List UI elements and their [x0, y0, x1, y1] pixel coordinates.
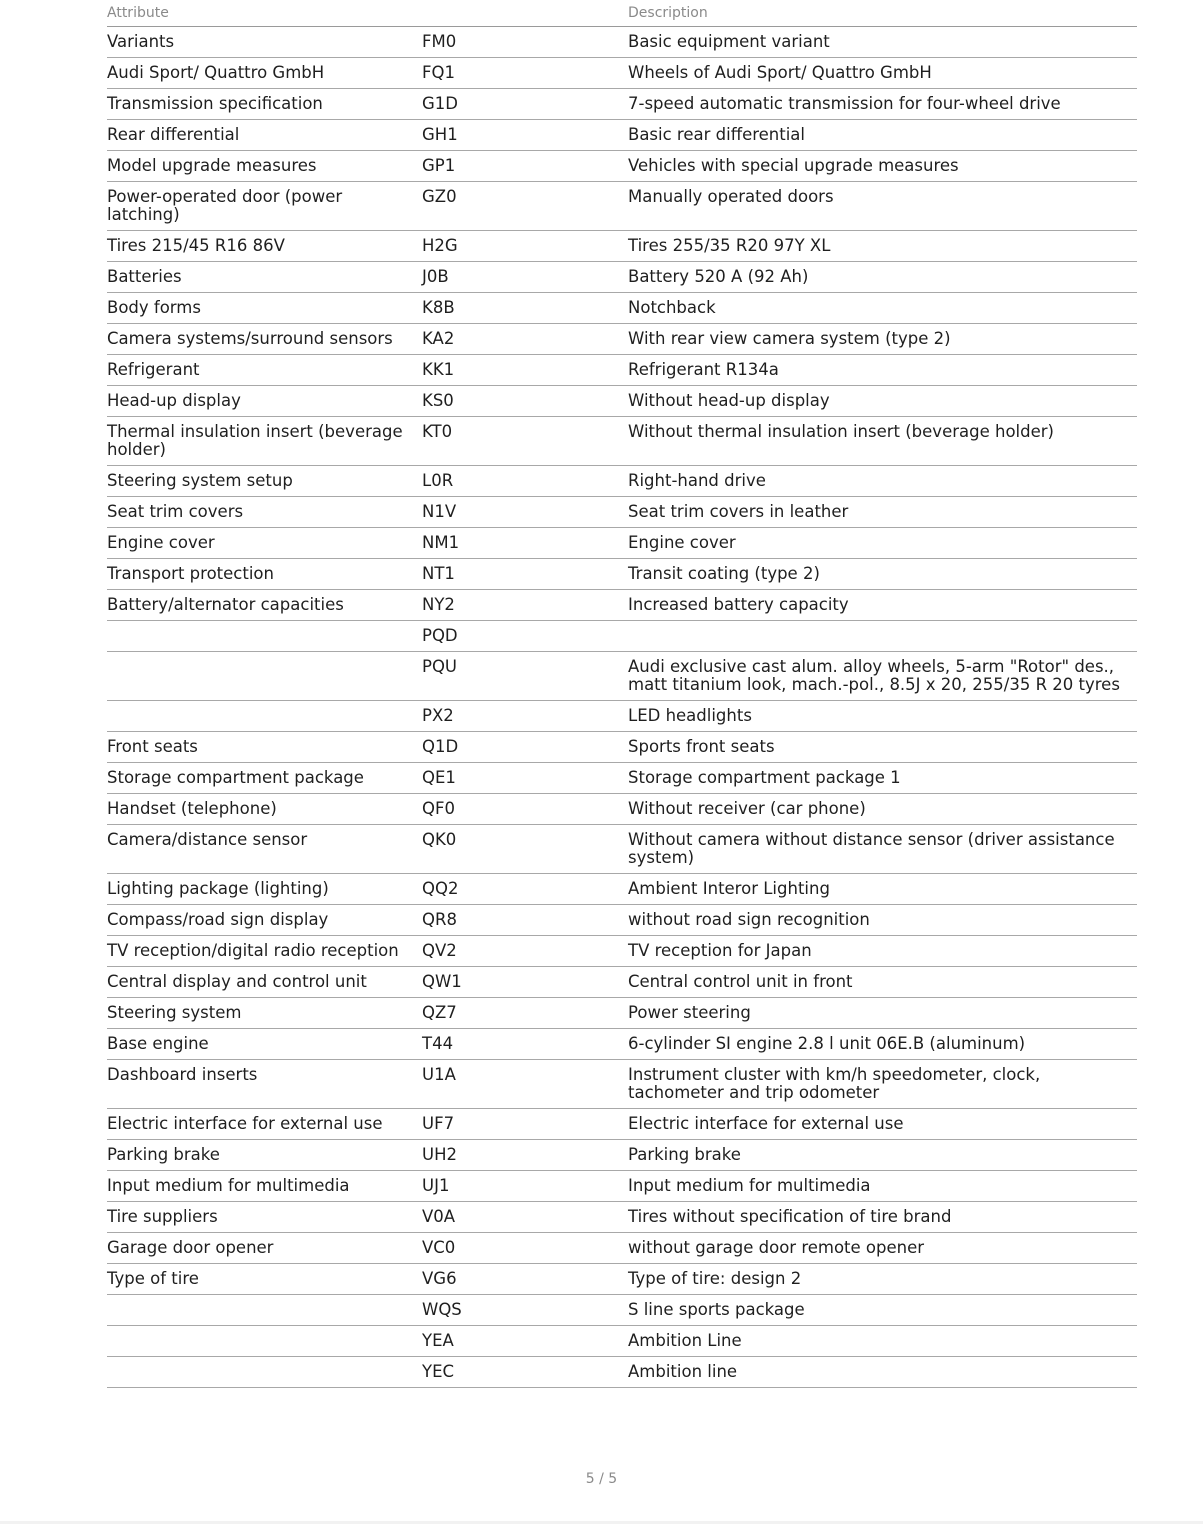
cell-description: Without head-up display	[628, 391, 830, 410]
table-row	[107, 120, 1137, 151]
cell-code: L0R	[422, 471, 454, 490]
cell-attribute: Dashboard inserts	[107, 1065, 258, 1084]
cell-description: With rear view camera system (type 2)	[628, 329, 951, 348]
cell-code: FQ1	[422, 63, 455, 82]
cell-description: S line sports package	[628, 1300, 805, 1319]
table-row	[107, 1233, 1137, 1264]
table-row	[107, 466, 1137, 497]
cell-attribute: Transmission specification	[107, 94, 323, 113]
table-row	[107, 27, 1137, 58]
cell-code: KS0	[422, 391, 454, 410]
table-row	[107, 497, 1137, 528]
cell-code: NY2	[422, 595, 455, 614]
cell-description: Ambition Line	[628, 1331, 742, 1350]
cell-attribute: Type of tire	[107, 1269, 199, 1288]
cell-code: U1A	[422, 1065, 456, 1084]
table-row	[107, 701, 1137, 732]
cell-code: NM1	[422, 533, 460, 552]
cell-description: TV reception for Japan	[628, 941, 812, 960]
table-row	[107, 417, 1137, 466]
cell-attribute: Model upgrade measures	[107, 156, 317, 175]
table-row	[107, 652, 1137, 701]
cell-code: NT1	[422, 564, 455, 583]
cell-description: Ambient Interor Lighting	[628, 879, 830, 898]
cell-attribute: Storage compartment package	[107, 768, 364, 787]
table-row	[107, 1109, 1137, 1140]
cell-code: QF0	[422, 799, 455, 818]
cell-code: PQU	[422, 657, 458, 676]
table-row	[107, 1202, 1137, 1233]
cell-code: QR8	[422, 910, 457, 929]
cell-attribute: Camera systems/surround sensors	[107, 329, 393, 348]
cell-code: Q1D	[422, 737, 459, 756]
cell-attribute: Tires 215/45 R16 86V	[107, 236, 285, 255]
cell-attribute: Transport protection	[107, 564, 274, 583]
table-row	[107, 293, 1137, 324]
cell-description: Storage compartment package 1	[628, 768, 901, 787]
table-row	[107, 182, 1137, 231]
table-row	[107, 1295, 1137, 1326]
cell-code: QE1	[422, 768, 456, 787]
cell-attribute: Rear differential	[107, 125, 240, 144]
cell-code: KA2	[422, 329, 455, 348]
cell-code: FM0	[422, 32, 457, 51]
cell-code: UH2	[422, 1145, 457, 1164]
table-row	[107, 89, 1137, 120]
cell-code: WQS	[422, 1300, 462, 1319]
cell-description: 7-speed automatic transmission for four-wheel drive	[628, 94, 1061, 113]
cell-code: YEC	[422, 1362, 455, 1381]
table-row	[107, 231, 1137, 262]
table-row	[107, 324, 1137, 355]
table-row	[107, 1171, 1137, 1202]
table-row	[107, 1029, 1137, 1060]
cell-code: QQ2	[422, 879, 459, 898]
cell-code: PQD	[422, 626, 458, 645]
cell-description: Audi exclusive cast alum. alloy wheels, 5-arm "Rotor" des., matt titanium look, mach.-pol., 8.5J x 20, 255/35 R 20 tyres	[628, 657, 1120, 694]
cell-attribute: Steering system	[107, 1003, 242, 1022]
table-row	[107, 1326, 1137, 1357]
cell-code: YEA	[422, 1331, 454, 1350]
cell-code: GZ0	[422, 187, 457, 206]
cell-description: Input medium for multimedia	[628, 1176, 871, 1195]
cell-description: Parking brake	[628, 1145, 741, 1164]
cell-description: Manually operated doors	[628, 187, 834, 206]
cell-code: VC0	[422, 1238, 456, 1257]
cell-code: N1V	[422, 502, 457, 521]
cell-description: Wheels of Audi Sport/ Quattro GmbH	[628, 63, 932, 82]
cell-attribute: Lighting package (lighting)	[107, 879, 329, 898]
cell-description: Electric interface for external use	[628, 1114, 904, 1133]
page-indicator: 5 / 5	[585, 1471, 618, 1487]
cell-description: Instrument cluster with km/h speedometer, clock, tachometer and trip odometer	[628, 1065, 1041, 1102]
table-row	[107, 590, 1137, 621]
cell-attribute: Base engine	[107, 1034, 209, 1053]
cell-description: Basic rear differential	[628, 125, 805, 144]
table-row	[107, 151, 1137, 182]
cell-code: UF7	[422, 1114, 455, 1133]
cell-description: Notchback	[628, 298, 716, 317]
cell-description: Without thermal insulation insert (beverage holder)	[628, 422, 1054, 441]
cell-description: Refrigerant R134a	[628, 360, 779, 379]
cell-description: Tires 255/35 R20 97Y XL	[628, 236, 831, 255]
cell-attribute: Front seats	[107, 737, 198, 756]
cell-attribute: Steering system setup	[107, 471, 293, 490]
header-description: Description	[628, 5, 708, 21]
table-row	[107, 905, 1137, 936]
table-row	[107, 621, 1137, 652]
table-row	[107, 732, 1137, 763]
cell-code: T44	[422, 1034, 454, 1053]
cell-code: KK1	[422, 360, 455, 379]
table-row	[107, 58, 1137, 89]
cell-code: V0A	[422, 1207, 456, 1226]
cell-attribute: Central display and control unit	[107, 972, 367, 991]
cell-attribute: TV reception/digital radio reception	[107, 941, 399, 960]
table-row	[107, 794, 1137, 825]
cell-description: Battery 520 A (92 Ah)	[628, 267, 809, 286]
cell-attribute: Parking brake	[107, 1145, 220, 1164]
cell-attribute: Garage door opener	[107, 1238, 274, 1257]
cell-attribute: Tire suppliers	[107, 1207, 218, 1226]
cell-description: Transit coating (type 2)	[628, 564, 820, 583]
table-row	[107, 1140, 1137, 1171]
cell-description: Power steering	[628, 1003, 751, 1022]
cell-attribute: Engine cover	[107, 533, 215, 552]
cell-code: PX2	[422, 706, 454, 725]
cell-code: K8B	[422, 298, 455, 317]
table-row	[107, 825, 1137, 874]
table-body	[107, 27, 1137, 1388]
table-row	[107, 528, 1137, 559]
cell-code: QW1	[422, 972, 462, 991]
cell-description: 6-cylinder SI engine 2.8 l unit 06E.B (aluminum)	[628, 1034, 1026, 1053]
cell-code: GH1	[422, 125, 458, 144]
table-row	[107, 559, 1137, 590]
cell-description: Without camera without distance sensor (driver assistance system)	[628, 830, 1115, 867]
cell-attribute: Electric interface for external use	[107, 1114, 383, 1133]
cell-description: Tires without specification of tire brand	[628, 1207, 952, 1226]
cell-attribute: Variants	[107, 32, 175, 51]
cell-attribute: Input medium for multimedia	[107, 1176, 350, 1195]
cell-description: Central control unit in front	[628, 972, 853, 991]
cell-attribute: Head-up display	[107, 391, 241, 410]
table-row	[107, 936, 1137, 967]
cell-attribute: Camera/distance sensor	[107, 830, 308, 849]
table-row	[107, 1264, 1137, 1295]
cell-code: QZ7	[422, 1003, 457, 1022]
cell-attribute: Refrigerant	[107, 360, 200, 379]
cell-code: VG6	[422, 1269, 457, 1288]
cell-code: H2G	[422, 236, 458, 255]
cell-description: without road sign recognition	[628, 910, 870, 929]
header-attribute: Attribute	[107, 5, 169, 21]
cell-attribute: Power-operated door (power latching)	[107, 187, 343, 224]
cell-code: GP1	[422, 156, 456, 175]
cell-attribute: Body forms	[107, 298, 201, 317]
cell-attribute: Handset (telephone)	[107, 799, 277, 818]
cell-description: Increased battery capacity	[628, 595, 849, 614]
cell-description: Basic equipment variant	[628, 32, 830, 51]
table-row	[107, 355, 1137, 386]
cell-description: LED headlights	[628, 706, 752, 725]
cell-description: Without receiver (car phone)	[628, 799, 866, 818]
table-row	[107, 967, 1137, 998]
cell-attribute: Batteries	[107, 267, 182, 286]
cell-description: Type of tire: design 2	[628, 1269, 802, 1288]
cell-description: Sports front seats	[628, 737, 775, 756]
cell-description: Seat trim covers in leather	[628, 502, 849, 521]
table-row	[107, 763, 1137, 794]
cell-attribute: Thermal insulation insert (beverage holder)	[107, 422, 403, 459]
table-row	[107, 386, 1137, 417]
cell-code: J0B	[422, 267, 449, 286]
table-row	[107, 874, 1137, 905]
equipment-table	[107, 0, 1137, 1388]
cell-description: Vehicles with special upgrade measures	[628, 156, 959, 175]
table-header	[107, 0, 1137, 27]
cell-description: Ambition line	[628, 1362, 738, 1381]
cell-attribute: Seat trim covers	[107, 502, 244, 521]
cell-attribute: Audi Sport/ Quattro GmbH	[107, 63, 325, 82]
table-row	[107, 1060, 1137, 1109]
table-row	[107, 998, 1137, 1029]
table-row	[107, 262, 1137, 293]
table-row	[107, 1357, 1137, 1388]
cell-attribute: Battery/alternator capacities	[107, 595, 344, 614]
cell-code: UJ1	[422, 1176, 450, 1195]
cell-code: G1D	[422, 94, 458, 113]
cell-description: without garage door remote opener	[628, 1238, 925, 1257]
cell-code: KT0	[422, 422, 453, 441]
cell-description: Right-hand drive	[628, 471, 766, 490]
cell-code: QK0	[422, 830, 457, 849]
cell-attribute: Compass/road sign display	[107, 910, 329, 929]
cell-code: QV2	[422, 941, 457, 960]
cell-description: Engine cover	[628, 533, 736, 552]
